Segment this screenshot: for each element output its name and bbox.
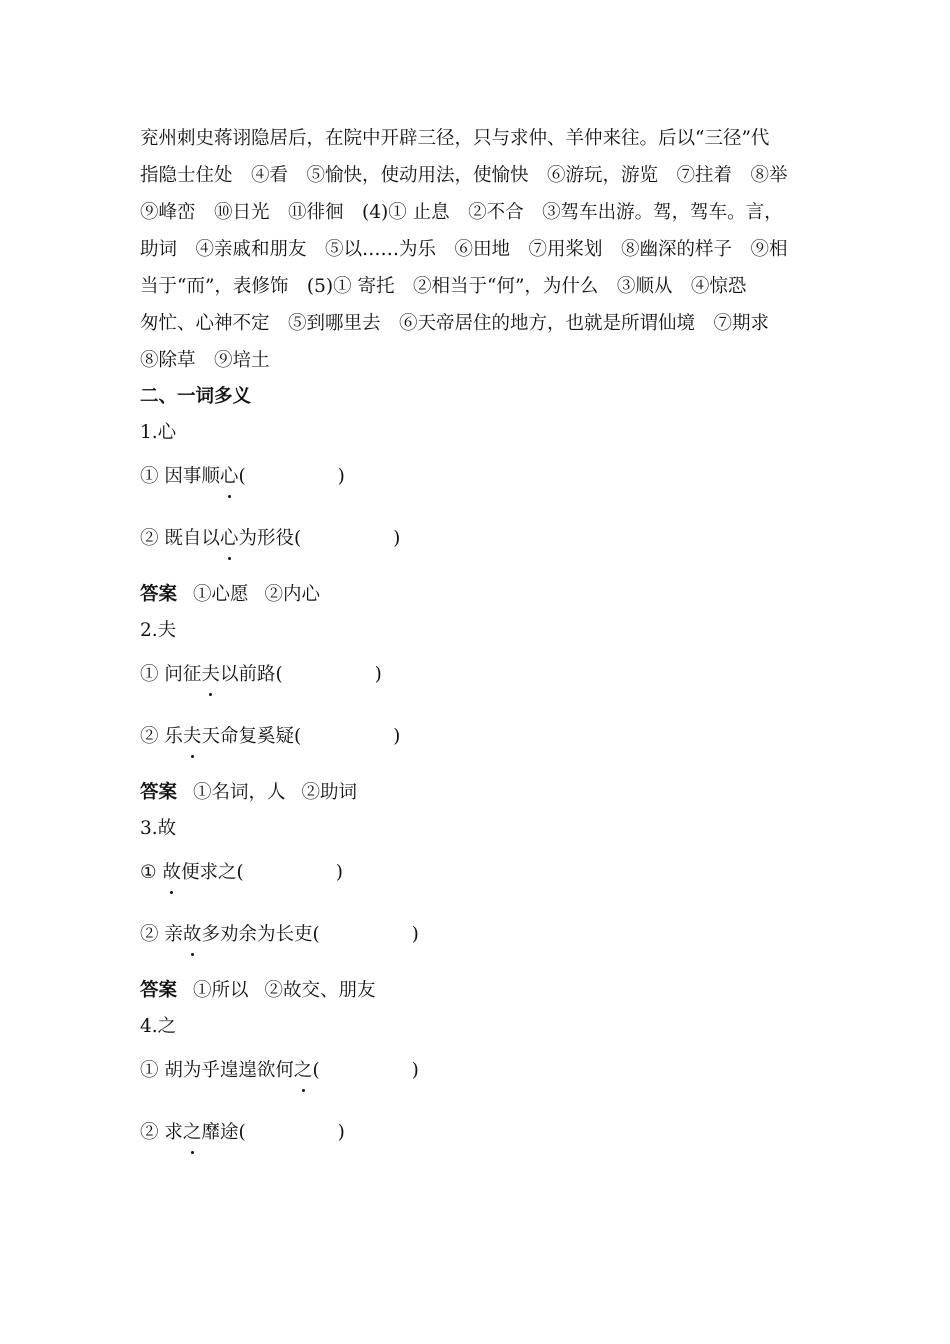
emphasized-char: 夫 (183, 723, 202, 751)
group-word: 1.心 (140, 422, 177, 443)
emphasized-char: 之 (294, 1057, 313, 1085)
open-paren: ( (312, 1060, 320, 1081)
section-heading: 二、一词多义 (140, 386, 252, 407)
close-paren: ) (393, 726, 401, 747)
answer-label: 答案 (140, 980, 178, 1001)
item-text-post: 天命复奚疑 (201, 726, 294, 747)
open-paren: ( (312, 924, 320, 945)
answer-value: ①名词，人 (193, 782, 286, 803)
emphasized-char: 之 (183, 1119, 202, 1147)
group-word: 3.故 (140, 818, 177, 839)
item-text-post: 以前路 (219, 664, 276, 685)
open-paren: ( (238, 466, 246, 487)
item-number: ② (140, 1122, 159, 1143)
open-paren: ( (275, 664, 283, 685)
item-text-post: 靡途 (201, 1122, 239, 1143)
answer-value: ②助词 (301, 782, 358, 803)
polysemy-group (140, 613, 810, 811)
document-page (140, 120, 810, 1171)
emphasized-char: 夫 (201, 661, 220, 689)
polysemy-group (140, 415, 810, 613)
close-paren: ) (411, 1060, 419, 1081)
item-text-pre: 求 (164, 1122, 183, 1143)
item-number: ② (140, 726, 159, 747)
question-item (140, 661, 810, 713)
question-item (140, 1057, 810, 1109)
item-text-pre: 亲 (164, 924, 183, 945)
close-paren: ) (337, 466, 345, 487)
close-paren: ) (335, 862, 343, 883)
intro-line: 兖州刺史蒋诩隐居后，在院中开辟三径，只与求仲、羊仲来往。后以“三径”代 (140, 128, 770, 149)
item-number: ① (140, 1060, 159, 1081)
open-paren: ( (293, 528, 302, 549)
item-text-post: 多劝余为长吏 (201, 924, 313, 945)
group-word: 4.之 (140, 1016, 177, 1037)
answer-line (140, 973, 810, 1009)
open-paren: ( (236, 862, 244, 883)
item-number: ② (140, 528, 159, 549)
group-word: 2.夫 (140, 620, 177, 641)
answer-value: ②内心 (264, 584, 321, 605)
intro-line: 指隐士住处 ④看 ⑤愉快，使动用法，使愉快 ⑥游玩，游览 ⑦拄着 ⑧举 (140, 165, 788, 186)
polysemy-group (140, 1009, 810, 1171)
item-text-post: 为形役 (238, 528, 294, 549)
open-paren: ( (293, 726, 302, 747)
answer-label: 答案 (140, 584, 178, 605)
emphasized-char: 故 (183, 921, 202, 949)
emphasized-char: 故 (162, 859, 181, 887)
item-text-pre: 问征 (164, 664, 202, 685)
item-number: ② (140, 924, 159, 945)
item-text-pre: 乐 (164, 726, 183, 747)
question-item (140, 463, 810, 515)
intro-line: 当于“而”，表修饰 (5)① 寄托 ②相当于“何”，为什么 ③顺从 ④惊恐 (140, 276, 747, 297)
polysemy-group (140, 811, 810, 1009)
question-item (140, 859, 810, 911)
intro-line: 匆忙、心神不定 ⑤到哪里去 ⑥天帝居住的地方，也就是所谓仙境 ⑦期求 (140, 313, 770, 334)
item-text-pre: 因事顺 (164, 466, 220, 487)
answer-value: ②故交、朋友 (264, 980, 376, 1001)
item-number: ① (140, 466, 159, 487)
intro-line: ⑨峰峦 ⑩日光 ⑪徘徊 (4)① 止息 ②不合 ③驾车出游。驾，驾车。言， (140, 202, 783, 223)
open-paren: ( (238, 1122, 246, 1143)
item-number: ① (140, 664, 159, 685)
answer-line (140, 775, 810, 811)
item-text-pre: 胡为乎遑遑欲何 (164, 1060, 294, 1081)
question-item (140, 1119, 810, 1171)
question-item (140, 525, 810, 577)
answer-line (140, 577, 810, 613)
item-text-pre: 既自以 (164, 528, 220, 549)
intro-paragraph (140, 120, 810, 379)
item-number: ① (140, 862, 157, 883)
question-item (140, 921, 810, 973)
close-paren: ) (337, 1122, 345, 1143)
close-paren: ) (374, 664, 382, 685)
answer-value: ①所以 (193, 980, 249, 1001)
question-item (140, 723, 810, 775)
intro-line: ⑧除草 ⑨培土 (140, 350, 270, 371)
intro-line: 助词 ④亲戚和朋友 ⑤以……为乐 ⑥田地 ⑦用桨划 ⑧幽深的样子 ⑨相 (140, 239, 788, 260)
answer-label: 答案 (140, 782, 178, 803)
item-text-post: 便求之 (181, 862, 237, 883)
emphasized-char: 心 (220, 525, 239, 553)
close-paren: ) (411, 924, 419, 945)
emphasized-char: 心 (220, 463, 239, 491)
close-paren: ) (393, 528, 401, 549)
answer-value: ①心愿 (193, 584, 249, 605)
